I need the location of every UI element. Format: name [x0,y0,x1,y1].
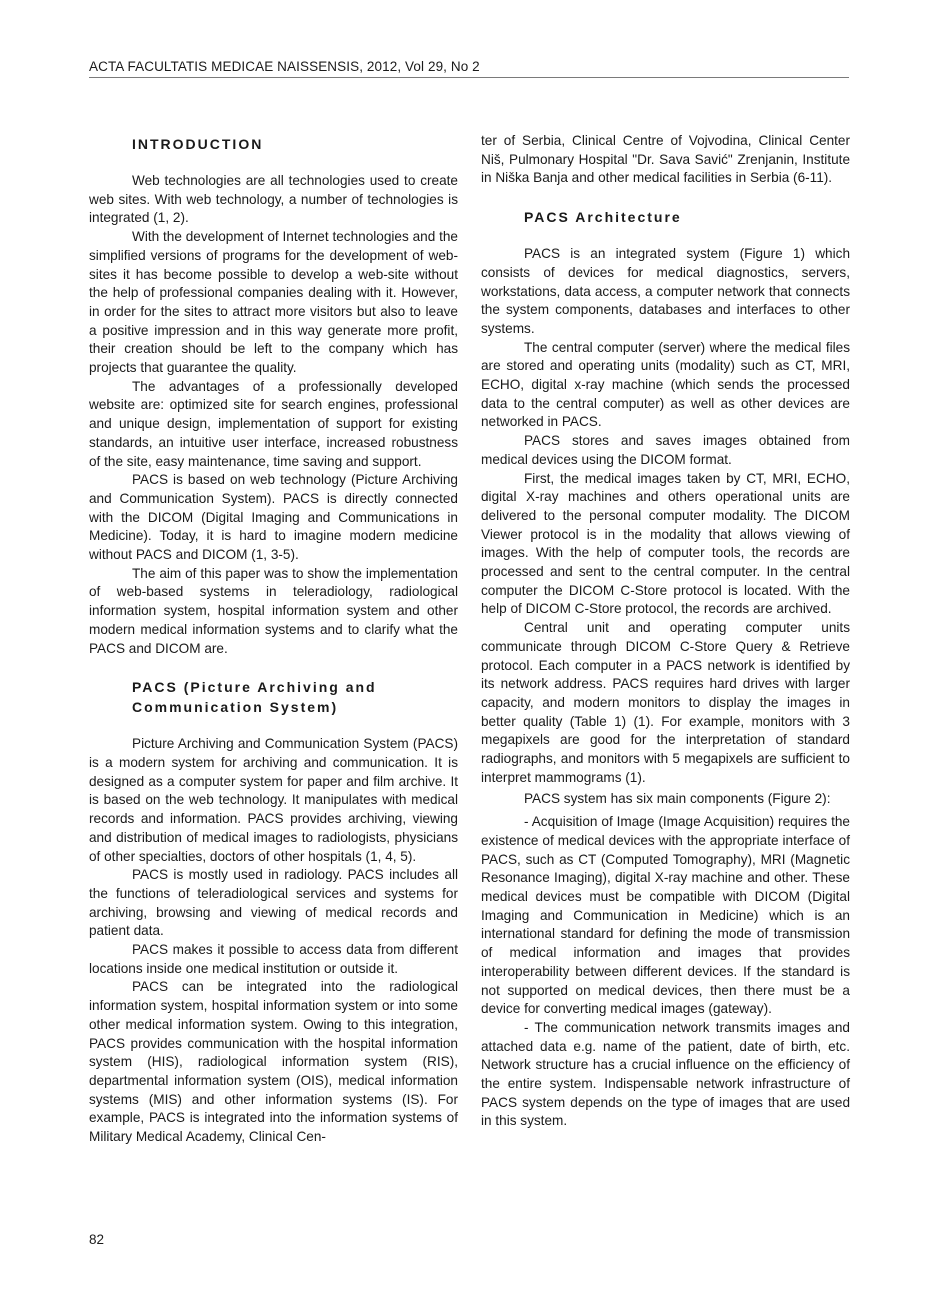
pacs-heading-line-2: Communication System) [132,699,339,716]
intro-paragraph-1: Web technologies are all technologies used to create web sites. With web technology, a number of technologies is integrated (1, 2). [89,173,458,226]
page-number: 82 [89,1232,105,1247]
arch-paragraph-3: PACS stores and saves images obtained from medical devices using the DICOM format. [481,433,850,467]
right-column [481,132,850,1131]
arch-paragraph-5: Central unit and operating computer units communicate through DICOM C-Store Query & Retrieve protocol. Each computer in a PACS network is identified by its network address. PACS requires hard drives with larger capacity, and modern monitors to display the images in better quality (Table 1) (1). For example, monitors with 3 megapixels are good for the interpretation of standard radiographs, and monitors with 5 megapixels are sufficient to interpret mammograms (1). [481,620,850,785]
continuation-paragraph: ter of Serbia, Clinical Centre of Vojvodina, Clinical Center Niš, Pulmonary Hospital "Dr. Sava Savić" Zrenjanin, Institute in Niška Banja and other medical facilities in Serbia (6-11). [481,133,850,186]
arch-paragraph-6: PACS system has six main components (Figure 2): [524,790,831,806]
arch-paragraph-4: First, the medical images taken by CT, MRI, ECHO, digital X-ray machines and others operational units are delivered to the personal computer modality. The DICOM Viewer protocol is in the modality that allows viewing of images. With the help of computer tools, the records are processed and sent to the central computer. In the central computer the DICOM C-Store protocol is located. With the help of DICOM C-Store protocol, the records are archived. [481,470,850,617]
arch-paragraph-1: PACS is an integrated system (Figure 1) which consists of devices for medical diagnostics, servers, workstations, data access, a computer network that connects the system components, databases and interfaces to other systems. [481,246,850,336]
journal-citation: ACTA FACULTATIS MEDICAE NAISSENSIS, 2012, Vol 29, No 2 [89,59,480,74]
running-header [89,59,849,78]
arch-paragraph-7: - Acquisition of Image (Image Acquisition) requires the existence of medical devices with the appropriate interface of PACS, such as CT (Computed Tomography), MRI (Magnetic Resonance Imaging), digital X-ray machine and other. These medical devices must be compatible with DICOM (Digital Imaging and Communication in Medicine) which is an international standard for defining the mode of transmission of medical information and images that provides interoperability between different devices. If the standard is not supported on medical devices, then there must be a device for converting medical images (gateway). [481,814,850,1017]
section-heading-pacs [132,677,458,717]
arch-paragraph-2: The central computer (server) where the medical files are stored and operating units (modality) such as CT, MRI, ECHO, digital x-ray machine (which sends the processed data to the central computer) as well as other devices are networked in PACS. [481,339,850,430]
pacs-paragraph-2: PACS is mostly used in radiology. PACS includes all the functions of teleradiological services and systems for archiving, browsing and viewing of medical records and patient data. [89,867,458,939]
section-heading-introduction: INTRODUCTION [132,136,264,152]
left-column [89,132,458,1147]
pacs-paragraph-1: Picture Archiving and Communication System (PACS) is a modern system for archiving and communication. It is designed as a computer system for paper and film archive. It is based on the web technology. It manipulates with medical records and information. PACS provides archiving, viewing and distribution of medical images to radiologists, physicians of other specialties, doctors of other hospitals (1, 4, 5). [89,736,458,864]
intro-paragraph-5: The aim of this paper was to show the implementation of web-based systems in teleradiology, radiological information system, hospital information system and other modern medical information systems and to clarify what the PACS and DICOM are. [89,565,458,656]
pacs-paragraph-3: PACS makes it possible to access data from different locations inside one medical institution or outside it. [89,942,458,976]
pacs-paragraph-4: PACS can be integrated into the radiological information system, hospital information system or into some other medical information system. Owing to this integration, PACS provides communication with the hospital information system (HIS), radiological information system (RIS), departmental information system (OIS), medical information systems (MIS) and other information systems (IS). For example, PACS is integrated into the information systems of Military Medical Academy, Clinical Cen- [89,979,458,1145]
intro-paragraph-4: PACS is based on web technology (Picture Archiving and Communication System). PACS is directly connected with the DICOM (Digital Imaging and Communications in Medicine). Today, it is hard to imagine modern medicine without PACS and DICOM (1, 3-5). [89,472,458,563]
arch-paragraph-8: - The communication network transmits images and attached data e.g. name of the patient, date of birth, etc. Network structure has a crucial influence on the efficiency of the entire system. Indispensable network infrastructure of PACS system depends on the type of images that are used in this system. [481,1019,850,1129]
intro-paragraph-3: The advantages of a professionally developed website are: optimized site for search engines, professional and unique design, implementation of support for existing standards, an intuitive user interface, increased robustness of the site, easy maintenance, time saving and support. [89,378,458,469]
section-heading-pacs-architecture: PACS Architecture [524,209,682,226]
intro-paragraph-2: With the development of Internet technologies and the simplified versions of programs for the development of web-sites it has become possible to develop a web-site without the help of professional companies dealing with it. However, in order for the sites to attract more visitors but also to leave a positive impression and in this way generate more profit, their creation should be left to the company which has projects that guarantee the quality. [89,229,458,376]
pacs-heading-line-1: PACS (Picture Archiving and [132,679,377,696]
